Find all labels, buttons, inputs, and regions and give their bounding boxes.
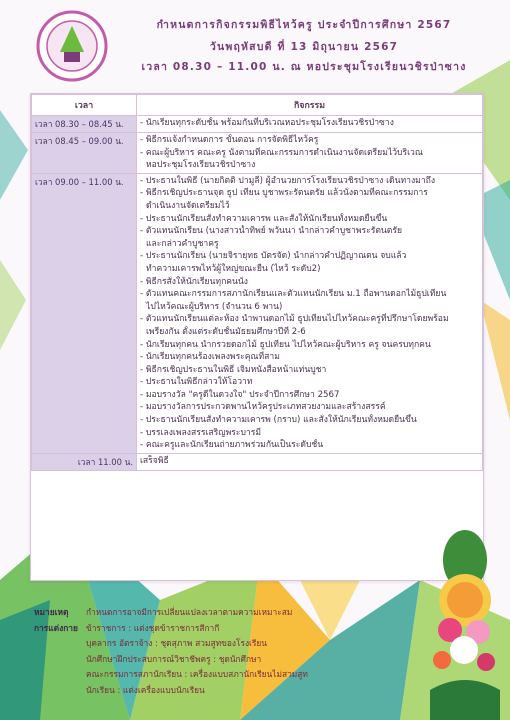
note-label: [34, 652, 86, 668]
activity-cell: [137, 133, 483, 174]
note-row: [34, 636, 308, 652]
activity-line: เสร็จพิธี: [140, 455, 169, 466]
note-text: นักเรียน : แต่งเครื่องแบบนักเรียน: [86, 684, 205, 695]
title-line-1: กำหนดการกิจกรรมพิธีไหว้ครู ประจำปีการศึกษา 2567: [156, 19, 452, 31]
schedule-row: [32, 116, 483, 133]
header: [0, 0, 510, 88]
activity-line: - ประธานในพิธีกล่าวให้โอวาท: [140, 377, 253, 388]
activity-cell: [137, 173, 483, 453]
title-line-3: เวลา 08.30 – 11.00 น. ณ หอประชุมโรงเรียนวชิรป่าซาง: [141, 61, 467, 73]
activity-cell: [137, 116, 483, 133]
activity-line: - ประธานนักเรียนสั่งทำความเคารพ และสั่งให้นักเรียนทั้งหมดยืนขึ้น: [140, 213, 388, 224]
activity-cell: [137, 453, 483, 470]
activity-line: ดำเนินงานจัดเตรียมไว้: [146, 200, 230, 211]
schedule-card: [30, 93, 484, 581]
schedule-row: [32, 133, 483, 174]
note-row: [34, 605, 308, 621]
activity-line: และกล่าวคำบูชาครู: [146, 238, 219, 249]
note-row: [34, 683, 308, 699]
activity-line: - มอบรางวัล "ครูดีในดวงใจ" ประจำปีการศึกษา 2567: [140, 389, 340, 400]
activity-line: - พิธีกรแจ้งกำหนดการ ขั้นตอน การจัดพิธีไหว้ครู: [140, 135, 319, 145]
activity-line: หอประชุมโรงเรียนวชิรป่าซาง: [146, 160, 256, 171]
activity-line: - ประธานในพิธี (นายกิตติ ปามูลี) ผู้อำนวยการโรงเรียนวชิรป่าซาง เดินทางมาถึง: [140, 175, 436, 186]
title-line-2: วันพฤหัสบดี ที่ 13 มิถุนายน 2567: [209, 41, 399, 53]
activity-line: - นักเรียนทุกคน นำกรวยดอกไม้ ธูปเทียน ไปไหว้คณะผู้บริหาร ครู จนครบทุกคน: [140, 339, 431, 350]
schedule-row: [32, 173, 483, 453]
note-text: นักศึกษาฝึกประสบการณ์วิชาชีพครู : ชุดนักศึกษา: [86, 653, 262, 664]
activity-line: - บรรเลงเพลงสรรเสริญพระบารมี: [140, 427, 262, 438]
activity-line: ไปไหว้คณะผู้บริหาร (จำนวน 6 พาน): [146, 301, 283, 312]
schedule-row: [32, 453, 483, 470]
school-logo: [34, 8, 110, 84]
time-cell: เวลา 11.00 น.: [32, 453, 137, 470]
activity-line: - ประธานนักเรียนสั่งทำความเคารพ (กราบ) และสั่งให้นักเรียนทั้งหมดยืนขึ้น: [140, 415, 417, 426]
note-text: คณะกรรมการสภานักเรียน : เครื่องแบบสภานักเรียนไม่สวมสูท: [86, 669, 308, 680]
note-row: [34, 652, 308, 668]
activity-line: - คณะครูและนักเรียนถ่ายภาพร่วมกันเป็นระดับชั้น: [140, 440, 324, 451]
time-cell: เวลา 09.00 – 11.00 น.: [32, 173, 137, 453]
time-cell: เวลา 08.45 – 09.00 น.: [32, 133, 137, 174]
note-text: ข้าราชการ : แต่งชุดข้าราชการสีกากี: [86, 622, 220, 633]
activity-line: - ประธานนักเรียน (นายจิรายุทธ บัตรจัด) นำกล่าวคำปฏิญาณตน จบแล้ว: [140, 251, 407, 262]
note-label: [34, 667, 86, 683]
activity-line: - พิธีกรเชิญประธานจุด ธูป เทียน บูชาพระรัตนตรัย แล้วนั่งตามที่คณะกรรมการ: [140, 188, 428, 199]
note-row: [34, 667, 308, 683]
activity-line: - พิธีกรสั่งให้นักเรียนทุกคนนั่ง: [140, 276, 248, 287]
note-text: บุคลากร อัตราจ้าง : ชุดสุภาพ สวมสูทของโรงเรียน: [86, 638, 268, 649]
notes-section: [34, 605, 308, 699]
note-row: [34, 621, 308, 637]
note-label: [34, 636, 86, 652]
note-label: หมายเหตุ: [34, 607, 69, 617]
note-label: [34, 683, 86, 699]
activity-line: - คณะผู้บริหาร คณะครู นั่งตามที่คณะกรรมการดำเนินงานจัดเตรียมไว้บริเวณ: [140, 147, 423, 158]
activity-line: - ตัวแทนคณะกรรมการสภานักเรียนและตัวแทนนักเรียน ม.1 ถือพานดอกไม้ธูปเทียน: [140, 289, 447, 300]
activity-line: - นักเรียนทุกคนร้องเพลงพระคุณที่สาม: [140, 352, 280, 363]
note-text: กำหนดการอาจมีการเปลี่ยนแปลงเวลาตามความเหมาะสม: [86, 607, 293, 617]
note-label: การแต่งกาย: [34, 622, 78, 633]
time-cell: เวลา 08.30 – 08.45 น.: [32, 116, 137, 133]
schedule-table: [31, 94, 483, 471]
activity-line: - ตัวแทนนักเรียน (นางสาวน้ำทิพย์ พวันนา นำกล่าวคำบูชาพระรัตนตรัย: [140, 226, 403, 237]
time-column-header: เวลา: [32, 95, 137, 116]
activity-line: - ตัวแทนนักเรียนแต่ละห้อง นำพานดอกไม้ ธูปเทียนไปไหว้คณะครูที่ปรึกษาโดยพร้อม: [140, 314, 449, 325]
activity-line: - มอบรางวัลการประกวดพานไหว้ครูประเภทสวยงามและสร้างสรรค์: [140, 402, 386, 413]
activity-line: เพรียงกัน ตั้งแต่ระดับชั้นมัธยมศึกษาปีที่ 2-6: [146, 326, 306, 337]
flower-garland-image: [420, 520, 510, 720]
activity-column-header: กิจกรรม: [137, 95, 483, 116]
activity-line: - นักเรียนทุกระดับชั้น พร้อมกันที่บริเวณหอประชุมโรงเรียนวชิรป่าซาง: [140, 118, 394, 128]
activity-line: ทำความเคารพไหว้ผู้ใหญ่ขณะยืน (ไหว้ ระดับ2): [146, 263, 321, 274]
activity-line: - พิธีกรเชิญประธานในพิธี เจิมหนังสือหน้าแท่นบูชา: [140, 364, 327, 375]
